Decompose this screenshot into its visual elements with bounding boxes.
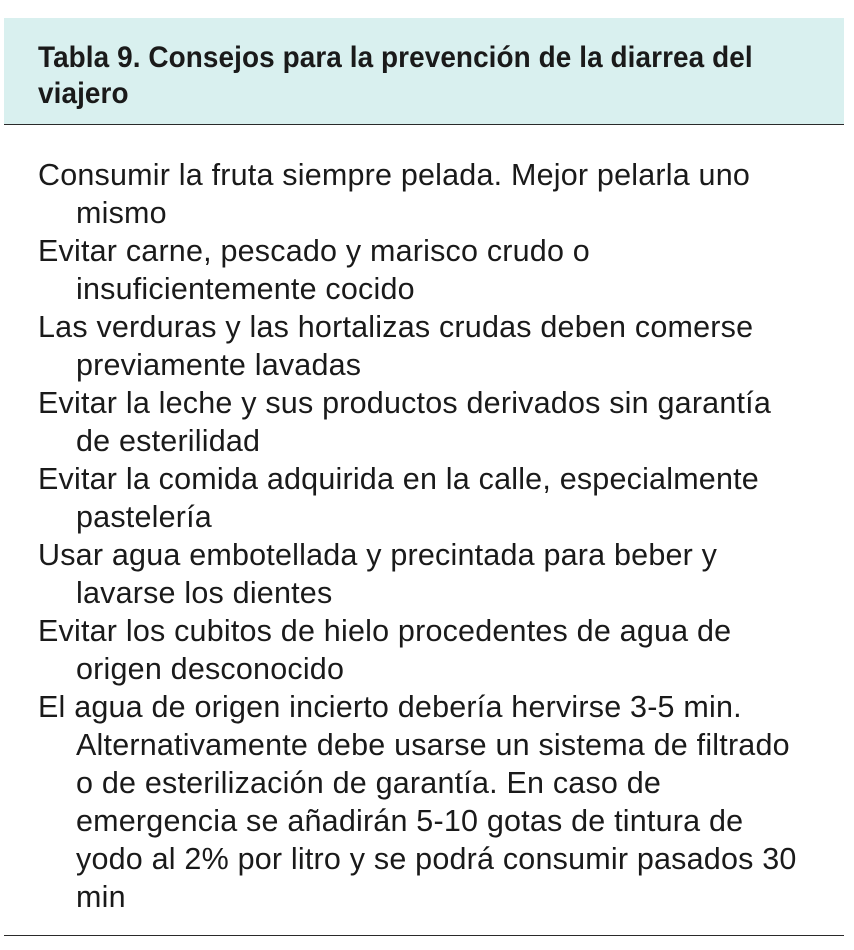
list-item: El agua de origen incierto debería hervirse 3-5 min. Alternativamente debe usarse un sistema de filtrado o de esterilización de garantía. En caso de emergencia se añadirán 5-10 gotas de tintura de yodo al 2% por litro y se podrá consumir pasados 30 min	[38, 690, 797, 914]
list-item: Las verduras y las hortalizas crudas deben comerse previamente lavadas	[38, 310, 754, 382]
tips-list	[38, 156, 810, 916]
table-9	[4, 18, 844, 930]
list-item: Evitar carne, pescado y marisco crudo o insuficientemente cocido	[38, 234, 590, 306]
list-item: Usar agua embotellada y precintada para beber y lavarse los dientes	[38, 538, 718, 610]
list-item: Evitar la comida adquirida en la calle, especialmente pastelería	[38, 462, 759, 534]
table-title: Tabla 9. Consejos para la prevención de la diarrea del viajero	[38, 41, 753, 110]
list-item: Evitar la leche y sus productos derivados sin garantía de esterilidad	[38, 386, 772, 458]
table-body	[4, 125, 844, 930]
table-header	[4, 18, 844, 125]
table-bottom-rule	[4, 935, 844, 936]
list-item: Consumir la fruta siempre pelada. Mejor pelarla uno mismo	[38, 158, 751, 230]
list-item: Evitar los cubitos de hielo procedentes de agua de origen desconocido	[38, 614, 732, 686]
